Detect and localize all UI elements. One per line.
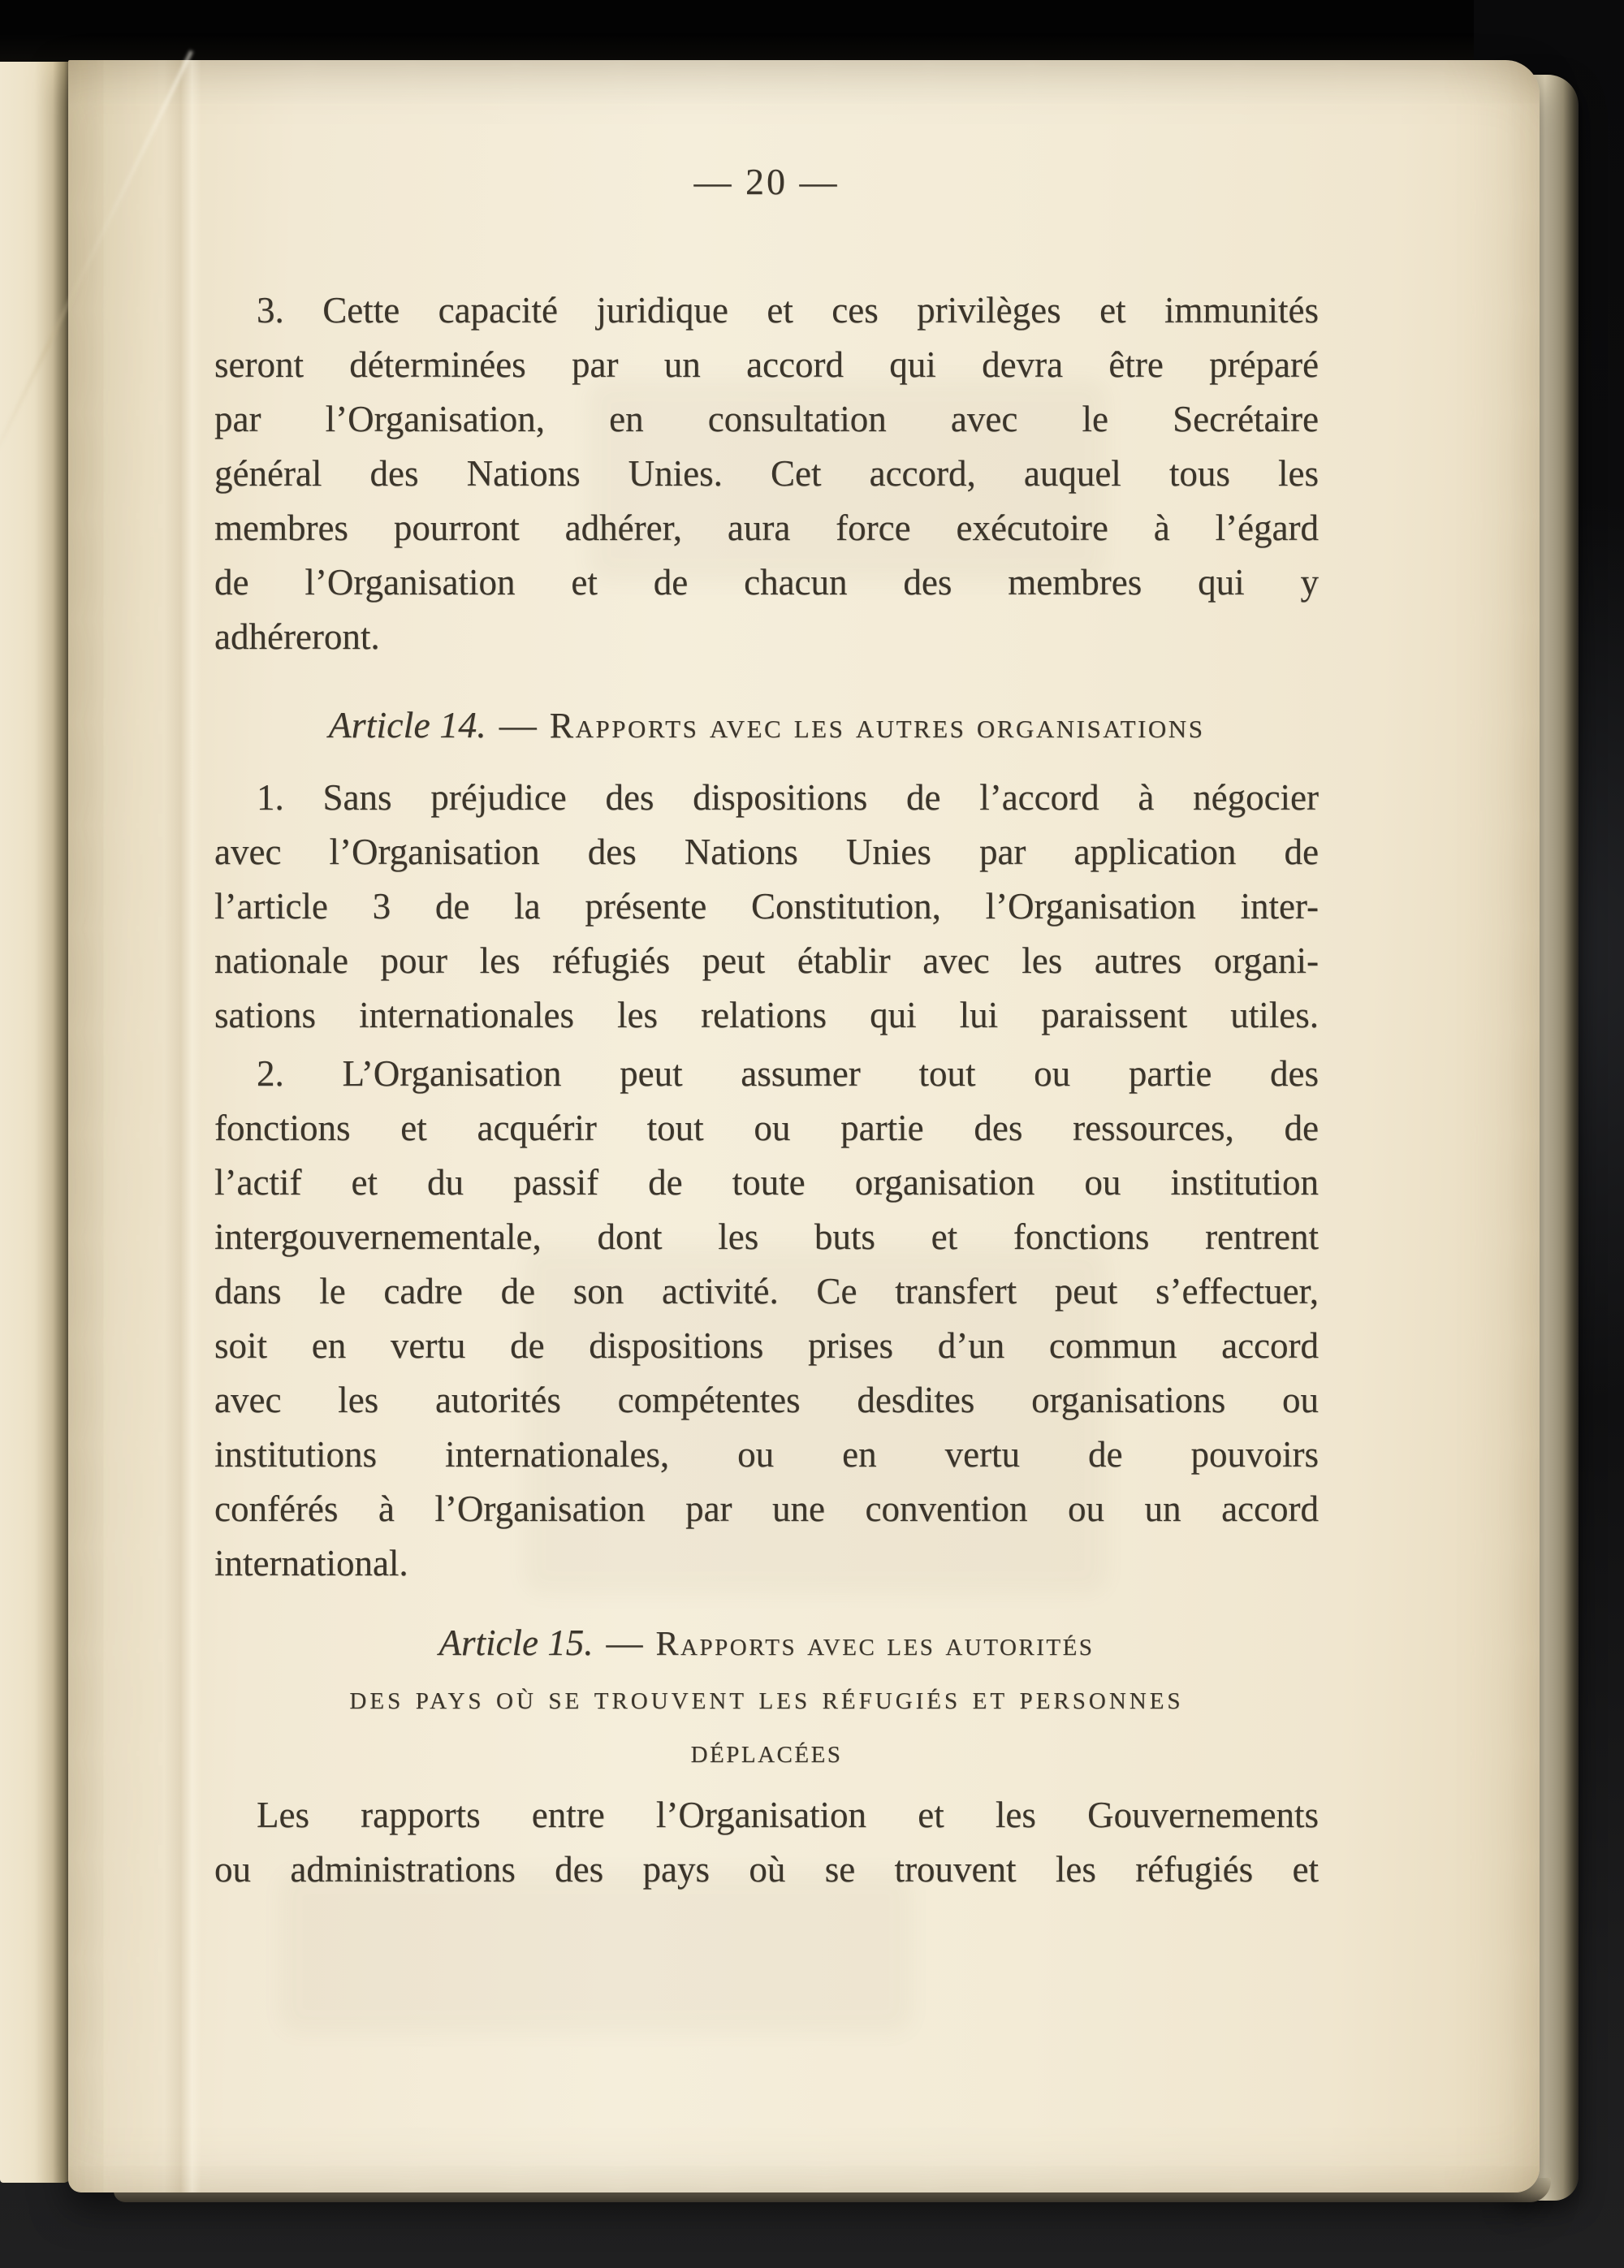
article-14-paragraph-2 bbox=[214, 1047, 1319, 1591]
text-line: par l’Organisation, en consultation avec le Secrétaire bbox=[214, 399, 1319, 439]
article-14-label: Article 14. bbox=[328, 704, 486, 745]
text-line: 3. Cette capacité juridique et ces privilèges et immunités bbox=[257, 290, 1319, 330]
text-line: institutions internationales, ou en vertu de pouvoirs bbox=[214, 1434, 1319, 1475]
article-15-title-line-1: Rapports avec les autorités bbox=[655, 1626, 1095, 1663]
text-line: ou administrations des pays où se trouvent les réfugiés et bbox=[214, 1849, 1319, 1890]
article-15-title-line-2: des pays où se trouvent les réfugiés et personnes bbox=[349, 1679, 1184, 1717]
text-line: l’actif et du passif de toute organisation ou institution bbox=[214, 1162, 1319, 1203]
text-line: général des Nations Unies. Cet accord, auquel tous les bbox=[214, 453, 1319, 494]
text-line: adhéreront. bbox=[214, 616, 380, 657]
text-line: avec l’Organisation des Nations Unies par application de bbox=[214, 832, 1319, 872]
paragraph-3 bbox=[214, 283, 1319, 664]
text-line: Les rapports entre l’Organisation et les Gouvernements bbox=[257, 1795, 1319, 1835]
article-14-heading bbox=[214, 693, 1319, 758]
article-15-paragraph bbox=[214, 1788, 1319, 1897]
article-15-heading-line-1 bbox=[214, 1616, 1319, 1671]
text-line: conférés à l’Organisation par une convention ou un accord bbox=[214, 1488, 1319, 1529]
page-gutter-crease bbox=[164, 60, 201, 2192]
text-line: l’article 3 de la présente Constitution, l’Organisation inter- bbox=[214, 886, 1319, 927]
text-line: avec les autorités compétentes desdites organisations ou bbox=[214, 1380, 1319, 1420]
text-line: 2. L’Organisation peut assumer tout ou partie des bbox=[257, 1053, 1319, 1094]
text-line: fonctions et acquérir tout ou partie des ressources, de bbox=[214, 1108, 1319, 1148]
book-page bbox=[68, 60, 1540, 2192]
text-line: sations internationales les relations qui lui paraissent utiles. bbox=[214, 995, 1319, 1035]
article-15-label: Article 15. bbox=[438, 1622, 594, 1663]
text-line: membres pourront adhérer, aura force exécutoire à l’égard bbox=[214, 508, 1319, 548]
text-line: de l’Organisation et de chacun des membres qui y bbox=[214, 562, 1319, 603]
article-14-title: Rapports avec les autres organisations bbox=[549, 706, 1205, 745]
text-line: dans le cadre de son activité. Ce transfert peut s’effectuer, bbox=[214, 1271, 1319, 1311]
left-page-gutter-edge bbox=[0, 62, 71, 2183]
text-line: soit en vertu de dispositions prises d’un commun accord bbox=[214, 1325, 1319, 1366]
heading-dash: — bbox=[606, 1622, 643, 1663]
article-15-title-line-3: déplacées bbox=[690, 1733, 843, 1770]
article-14-paragraph-1 bbox=[214, 771, 1319, 1043]
text-line: international. bbox=[214, 1543, 408, 1583]
scan-top-shadow bbox=[0, 0, 1474, 62]
heading-dash: — bbox=[499, 704, 537, 745]
text-line: 1. Sans préjudice des dispositions de l’accord à négocier bbox=[257, 777, 1319, 818]
article-15-heading bbox=[214, 1616, 1319, 1778]
text-line: intergouvernementale, dont les buts et fonctions rentrent bbox=[214, 1216, 1319, 1257]
text-line: seront déterminées par un accord qui devra être préparé bbox=[214, 344, 1319, 385]
page-number: — 20 — bbox=[693, 161, 840, 202]
text-line: nationale pour les réfugiés peut établir avec les autres organi- bbox=[214, 940, 1319, 981]
